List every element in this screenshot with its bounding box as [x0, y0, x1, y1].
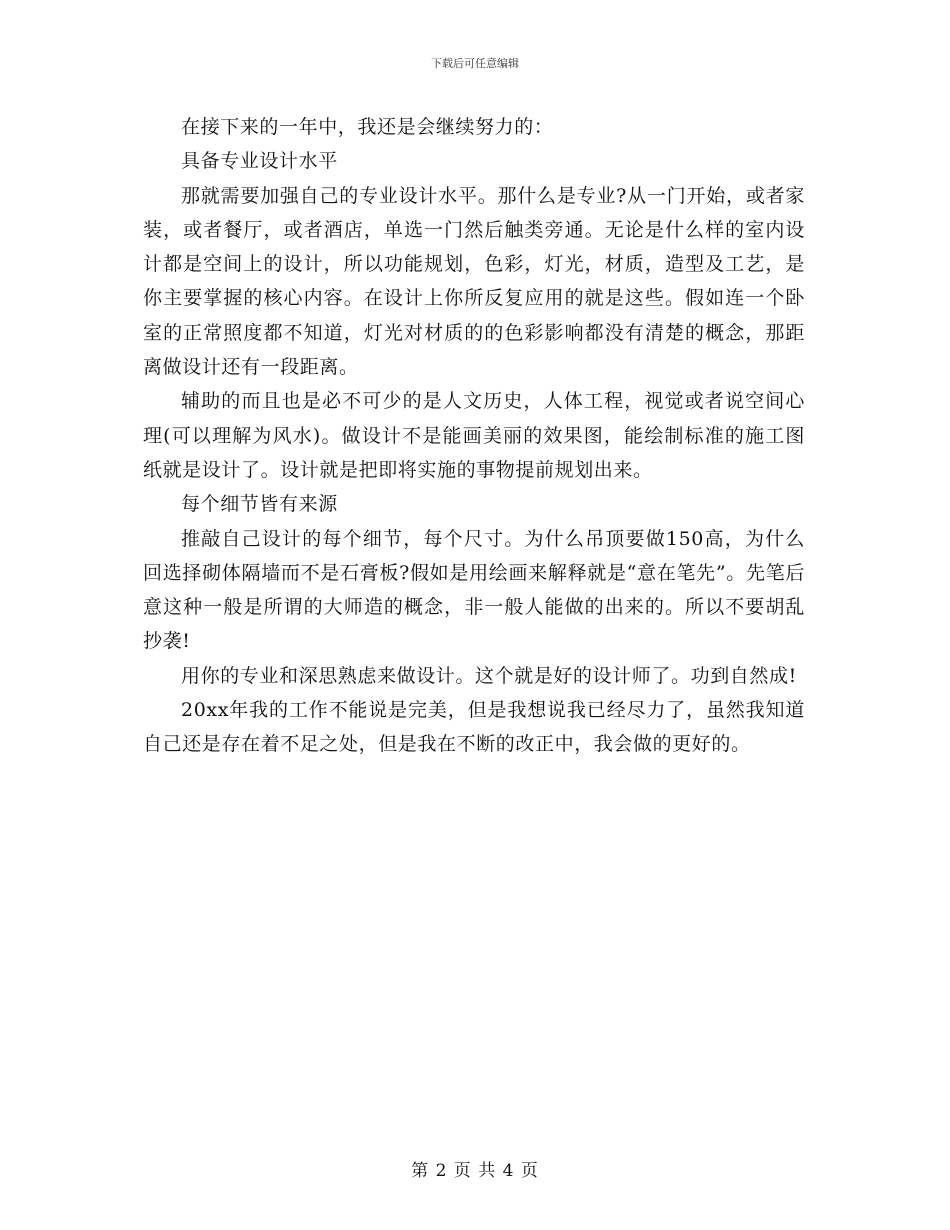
page-number-footer: 第 2 页 共 4 页 [411, 1161, 539, 1181]
paragraph: 辅助的而且也是必不可少的是人文历史，人体工程，视觉或者说空间心理(可以理解为风水)。做设计不是能画美丽的效果图，能绘制标准的施工图纸就是设计了。设计就是把即将实施的事物提前规划出来。 [143, 390, 805, 481]
section-heading: 每个细节皆有来源 [181, 493, 338, 516]
paragraph: 那就需要加强自己的专业设计水平。那什么是专业?从一门开始，或者家装，或者餐厅，或者酒店，单选一门然后触类旁通。无论是什么样的室内设计都是空间上的设计，所以功能规划，色彩，灯光，材质，造型及工艺，是你主要掌握的核心内容。在设计上你所反复应用的就是这些。假如连一个卧室的正常照度都不知道，灯光对材质的的色彩影响都没有清楚的概念，那距离做设计还有一段距离。 [143, 184, 805, 379]
paragraph: 20xx年我的工作不能说是完美，但是我想说我已经尽力了，虽然我知道自己还是存在着不足之处，但是我在不断的改正中，我会做的更好的。 [143, 699, 805, 756]
document-body [143, 110, 805, 762]
paragraph: 在接下来的一年中，我还是会继续努力的： [181, 116, 554, 138]
paragraph: 用你的专业和深思熟虑来做设计。这个就是好的设计师了。功到自然成! [181, 664, 797, 687]
paragraph: 推敲自己设计的每个细节，每个尺寸。为什么吊顶要做150高，为什么回选择砌体隔墙而不是石膏板?假如是用绘画来解释就是“意在笔先”。先笔后意这种一般是所谓的大师造的概念，非一般人能做的出来的。所以不要胡乱抄袭! [143, 527, 805, 653]
page-header-note: 下载后可任意编辑 [431, 57, 519, 70]
section-heading: 具备专业设计水平 [181, 150, 338, 173]
